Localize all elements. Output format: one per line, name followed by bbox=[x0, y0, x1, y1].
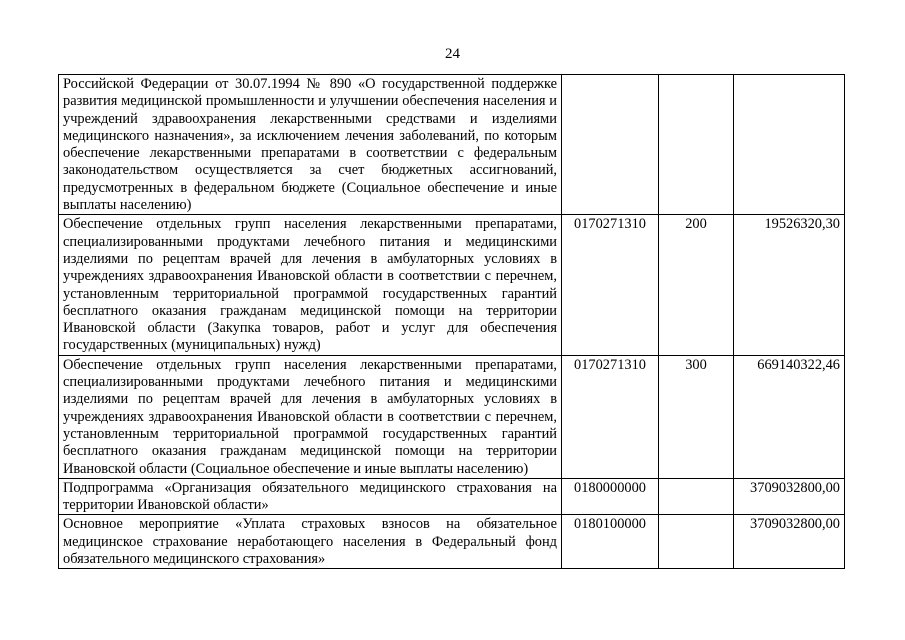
row-expense-type: 300 bbox=[659, 355, 734, 478]
row-target-code: 0180000000 bbox=[562, 478, 659, 515]
row-target-code: 0170271310 bbox=[562, 355, 659, 478]
row-amount bbox=[734, 75, 845, 215]
row-amount: 3709032800,00 bbox=[734, 478, 845, 515]
row-target-code: 0170271310 bbox=[562, 215, 659, 355]
row-target-code bbox=[562, 75, 659, 215]
row-expense-type bbox=[659, 515, 734, 569]
row-description: Обеспечение отдельных групп населения лекарственными препаратами, специализированными продуктами лечебного питания и медицинскими изделиями по рецептам врачей для лечения в амбулаторных условиях в учреждениях здравоохранения Ивановской области в соответствии с перечнем, установленным территориальной программой государственных гарантий бесплатного оказания гражданам медицинской помощи на территории Ивановской области (Социальное обеспечение и иные выплаты населению) bbox=[59, 355, 562, 478]
table-row bbox=[59, 515, 845, 569]
row-description: Российской Федерации от 30.07.1994 № 890 «О государственной поддержке развития медицинской промышленности и улучшении обеспечения населения и учреждений здравоохранения лекарственными средствами и изделиями медицинского назначения», за исключением лечения заболеваний, по которым обеспечение лекарственными препаратами в соответствии с федеральным законодательством осуществляется за счет бюджетных ассигнований, предусмотренных в федеральном бюджете (Социальное обеспечение и иные выплаты населению) bbox=[59, 75, 562, 215]
table-row bbox=[59, 355, 845, 478]
row-amount: 3709032800,00 bbox=[734, 515, 845, 569]
row-description: Обеспечение отдельных групп населения лекарственными препаратами, специализированными продуктами лечебного питания и медицинскими изделиями по рецептам врачей для лечения в амбулаторных условиях в учреждениях здравоохранения Ивановской области в соответствии с перечнем, установленным территориальной программой государственных гарантий бесплатного оказания гражданам медицинской помощи на территории Ивановской области (Закупка товаров, работ и услуг для обеспечения государственных (муниципальных) нужд) bbox=[59, 215, 562, 355]
row-description: Подпрограмма «Организация обязательного медицинского страхования на территории Ивановской области» bbox=[59, 478, 562, 515]
table-row bbox=[59, 75, 845, 215]
row-expense-type: 200 bbox=[659, 215, 734, 355]
table-row bbox=[59, 478, 845, 515]
table-row bbox=[59, 215, 845, 355]
row-expense-type bbox=[659, 478, 734, 515]
budget-table bbox=[58, 74, 845, 569]
row-expense-type bbox=[659, 75, 734, 215]
row-amount: 19526320,30 bbox=[734, 215, 845, 355]
row-description: Основное мероприятие «Уплата страховых взносов на обязательное медицинское страхование неработающего населения в Федеральный фонд обязательного медицинского страхования» bbox=[59, 515, 562, 569]
page-number: 24 bbox=[445, 46, 460, 62]
row-target-code: 0180100000 bbox=[562, 515, 659, 569]
row-amount: 669140322,46 bbox=[734, 355, 845, 478]
